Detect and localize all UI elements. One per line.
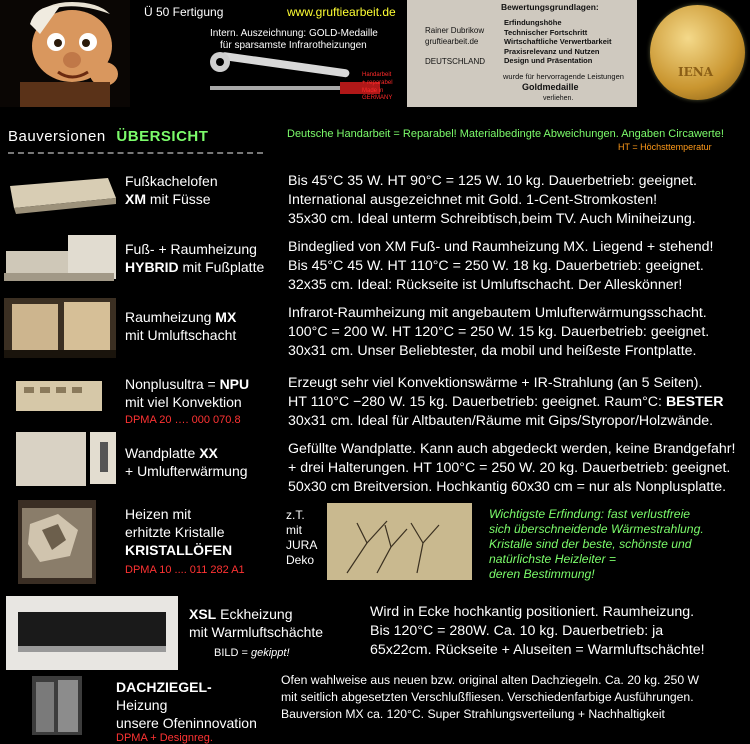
certificate-country: DEUTSCHLAND <box>425 57 486 66</box>
npu-code: NPU <box>219 376 250 392</box>
xx-title-line2: + Umlufterwärmung <box>125 463 248 479</box>
dachziegel-description <box>281 672 699 723</box>
product-image-xsl <box>6 596 178 670</box>
product-image-xm <box>4 172 116 214</box>
zt-line: z.T. <box>286 508 305 522</box>
desc-line: 30x31 cm. Ideal für Altbauten/Räume mit Gips/Styropor/Holzwände. <box>288 413 714 429</box>
green-line: Wichtigste Erfindung: fast verlustfreie <box>489 507 691 521</box>
mx-title-a: Raumheizung <box>125 309 216 325</box>
desc-line: 32x35 cm. Ideal: Rückseite ist Umluftschacht. Der Alleskönner! <box>288 277 683 293</box>
xm-title-line1: Fußkachelofen <box>125 173 218 189</box>
production-count: Ü 50 Fertigung <box>144 5 224 19</box>
desc-line: Wird in Ecke hochkantig positioniert. Raumheizung. <box>370 604 695 620</box>
xsl-image-note <box>214 647 290 659</box>
certificate-heading: Bewertungsgrundlagen: <box>501 2 599 12</box>
product-image-dachziegel <box>32 676 82 735</box>
dachziegel-title-line3: unsere Ofeninnovation <box>116 715 257 731</box>
website-link[interactable]: www.gruftiearbeit.de <box>287 5 396 19</box>
award-line-2: für sparsamste Infrarotheizungen <box>220 40 367 51</box>
dachziegel-title-line2: Heizung <box>116 697 168 713</box>
desc-line: 50x30 cm Breitversion. Hochkantig 60x30 cm = nur als Nonplusplatte. <box>288 479 727 495</box>
dachziegel-title <box>116 678 257 744</box>
certificate-note: wurde für hervorragende Leistungen <box>503 72 624 81</box>
slogan: Deutsche Handarbeit = Reparabel! Materialbedingte Abweichungen. Angaben Circawerte! <box>287 128 724 140</box>
bild-label: BILD = <box>214 647 251 659</box>
xx-title-a: Wandplatte <box>125 445 200 461</box>
patch-line-2: + reparabel <box>362 80 393 86</box>
title-divider <box>8 152 263 154</box>
zt-line: JURA <box>286 538 318 552</box>
product-image-npu <box>10 373 106 419</box>
jura-deko-note <box>286 508 317 568</box>
xsl-title-rest: Eckheizung <box>216 606 293 622</box>
page-title-a: Bauversionen <box>8 128 106 145</box>
hybrid-title-line1: Fuß- + Raumheizung <box>125 241 257 257</box>
certificate-site: gruftiearbeit.de <box>425 37 479 46</box>
product-image-hybrid <box>2 233 119 285</box>
zt-line: Deko <box>286 553 315 567</box>
hybrid-description <box>288 238 714 295</box>
gold-medal-icon <box>650 5 745 100</box>
hybrid-title-rest: mit Fußplatte <box>178 259 265 275</box>
bild-note: gekippt! <box>251 647 290 659</box>
kristall-code: KRISTALLÖFEN <box>125 542 233 558</box>
certificate-name: Rainer Dubrikow <box>425 26 485 35</box>
patch-line-1: Handarbeit <box>362 72 392 78</box>
page-title <box>8 128 208 145</box>
xsl-code: XSL <box>189 606 217 622</box>
npu-title-line2: mit viel Konvektion <box>125 394 242 410</box>
certificate-verb: verliehen. <box>543 95 574 102</box>
desc-line: Bis 45°C 45 W. HT 110°C = 250 W. 18 kg. Dauerbetrieb: geeignet. <box>288 258 704 274</box>
jura-stone-image <box>327 503 472 580</box>
hybrid-title <box>125 240 264 276</box>
desc-line: 35x30 cm. Ideal unterm Schreibtisch,beim TV. Auch Miniheizung. <box>288 211 696 227</box>
mx-title <box>125 308 236 344</box>
header-center-panel <box>130 0 407 107</box>
desc-line: Ofen wahlweise aus neuen bzw. original alten Dachziegeln. Ca. 20 kg. 250 W <box>281 673 700 687</box>
hybrid-code: HYBRID <box>125 259 179 275</box>
patch-line-3: Made in GERMANY <box>362 88 393 101</box>
award-certificate <box>407 0 637 107</box>
dachziegel-patent: DPMA + Designreg. <box>116 732 213 744</box>
criteria-item: Praxisrelevanz und Nutzen <box>504 46 600 56</box>
mx-description <box>288 304 709 361</box>
desc-line: Gefüllte Wandplatte. Kann auch abgedeckt werden, keine Brandgefahr! <box>288 441 736 457</box>
certificate-criteria <box>504 18 611 66</box>
npu-patent: DPMA 20 …. 000 070.8 <box>125 414 241 426</box>
kristall-patent: DPMA 10 .... 011 282 A1 <box>125 564 245 576</box>
xm-title <box>125 172 218 208</box>
desc-line: International ausgezeichnet mit Gold. 1-Cent-Stromkosten! <box>288 192 658 208</box>
desc-line: Infrarot-Raumheizung mit angebautem Umlufterwärmungsschacht. <box>288 305 707 321</box>
green-line: Kristalle sind der beste, schönste und <box>489 537 692 551</box>
xsl-title <box>189 605 323 641</box>
xx-description <box>288 440 735 497</box>
criteria-item: Erfindungshöhe <box>504 18 562 27</box>
award-line-1: Intern. Auszeichnung: GOLD-Medaille <box>210 28 378 39</box>
xsl-description <box>370 603 705 660</box>
desc-line: 65x22cm. Rückseite + Aluseiten = Warmluftschächte! <box>370 642 705 658</box>
desc-line: Bindeglied von XM Fuß- und Raumheizung MX. Liegend + stehend! <box>288 239 714 255</box>
green-line: deren Bestimmung! <box>489 567 595 581</box>
xm-title-rest: mit Füsse <box>146 191 211 207</box>
medal-label: IENA <box>678 65 714 79</box>
product-image-kristall <box>18 500 96 584</box>
desc-line: 30x31 cm. Unser Beliebtester, da mobil und heißeste Frontplatte. <box>288 343 697 359</box>
best-label: BESTER <box>665 394 724 410</box>
green-line: sich überschneidende Wärmestrahlung. <box>489 522 704 536</box>
desc-line: mit seitlich abgesetzten Verschlußfliesen. Verschiedenfarbige Ausführungen. <box>281 690 694 704</box>
kristall-title <box>125 505 245 579</box>
desc-line: Erzeugt sehr viel Konvektionswärme + IR-Strahlung (an 5 Seiten). <box>288 375 703 391</box>
criteria-item: Technischer Fortschritt <box>504 27 588 37</box>
xm-description <box>288 172 697 229</box>
header-banner <box>0 0 750 107</box>
green-line: natürlichste Heizleiter = <box>489 552 617 566</box>
troll-figure-image <box>0 0 130 107</box>
dachziegel-code: DACHZIEGEL- <box>116 679 212 695</box>
desc-line: + drei Halterungen. HT 100°C = 250 W. 20 kg. Dauerbetrieb: geeignet. <box>288 460 731 476</box>
criteria-item: Wirtschaftliche Verwertbarkeit <box>504 37 612 46</box>
desc-line: Bis 45°C 35 W. HT 90°C = 125 W. 10 kg. Dauerbetrieb: geeignet. <box>288 173 697 189</box>
npu-description <box>288 374 723 431</box>
product-image-mx <box>4 298 116 358</box>
npu-title <box>125 375 249 429</box>
desc-line: 100°C = 200 W. HT 120°C = 250 W. 15 kg. Dauerbetrieb: geeignet. <box>288 324 710 340</box>
xm-code: XM <box>125 191 146 207</box>
ht-note: HT = Höchsttemperatur <box>618 142 712 152</box>
xx-code: XX <box>199 445 218 461</box>
certificate-award: Goldmedaille <box>522 82 579 92</box>
zt-line: mit <box>286 523 302 537</box>
page-title-b: ÜBERSICHT <box>116 128 209 145</box>
kristall-highlight <box>489 507 704 582</box>
desc-line: Bis 120°C = 280W. Ca. 10 kg. Dauerbetrieb: ja <box>370 623 664 639</box>
kristall-title-line2: erhitzte Kristalle <box>125 524 225 540</box>
npu-title-a: Nonplusultra = <box>125 376 220 392</box>
xx-title <box>125 444 248 480</box>
criteria-item: Design und Präsentation <box>504 56 593 65</box>
product-image-xx <box>14 428 118 488</box>
xsl-title-line2: mit Warmluftschächte <box>189 624 324 640</box>
kristall-title-line1: Heizen mit <box>125 506 192 522</box>
mx-code: MX <box>215 309 237 325</box>
mx-title-line2: mit Umluftschacht <box>125 327 237 343</box>
wrench-icon <box>190 50 390 105</box>
desc-line: Bauversion MX ca. 120°C. Super Strahlungsverteilung + Nachhaltigkeit <box>281 707 665 721</box>
desc-line: HT 110°C −280 W. 15 kg. Dauerbetrieb: geeignet. Raum°C: <box>288 394 666 410</box>
